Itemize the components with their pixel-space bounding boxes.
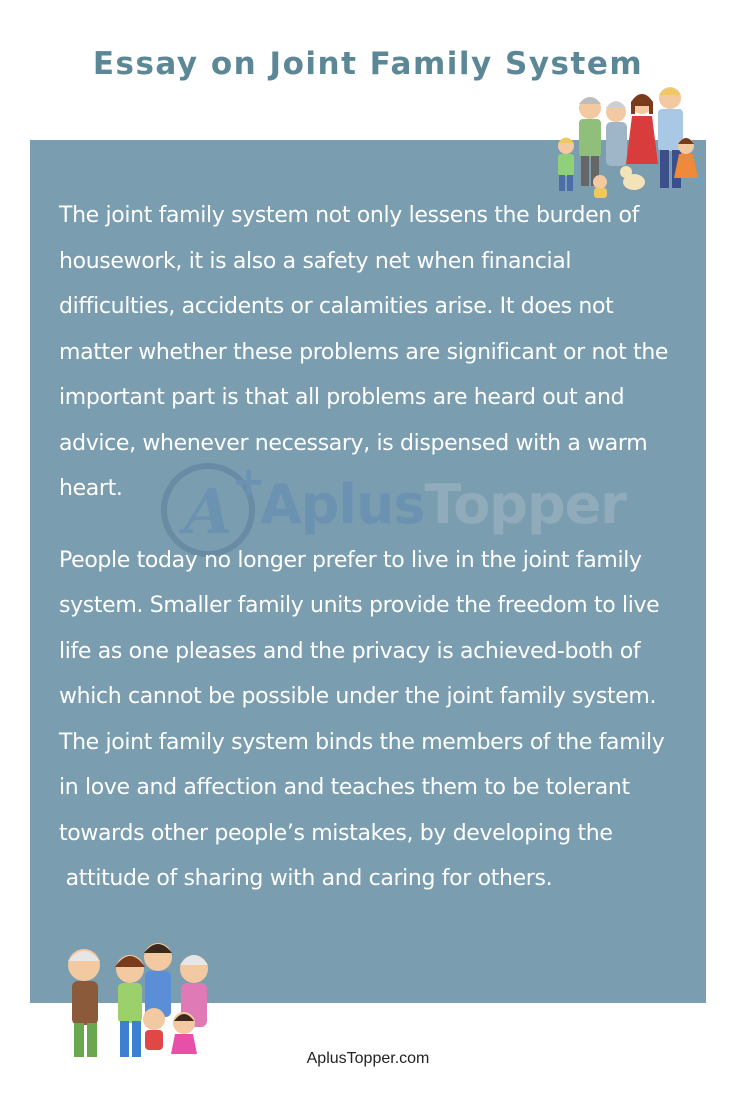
- family-illustration-top: [548, 86, 708, 201]
- essay-line: towards other people’s mistakes, by developing the: [59, 820, 613, 846]
- paragraph-1: [59, 193, 699, 512]
- essay-line: system. Smaller family units provide the freedom to live: [59, 593, 660, 618]
- essay-line: The joint family system not only lessens the burden of: [59, 203, 640, 228]
- essay-line: housework, it is also a safety net when financial: [59, 248, 572, 274]
- family-illustration-bottom: [44, 935, 224, 1065]
- logo-letter: A: [184, 475, 233, 548]
- site-footer-link[interactable]: AplusTopper.com: [306, 1050, 430, 1067]
- essay-line: important part is that all problems are heard out and: [59, 385, 625, 410]
- watermark-brand-topper: Topper: [424, 473, 626, 536]
- page-title: Essay on Joint Family System: [92, 46, 644, 82]
- essay-line: People today no longer prefer to live in the joint family: [59, 547, 642, 573]
- paragraph-2: [59, 538, 699, 902]
- logo-plus: +: [232, 459, 266, 505]
- essay-body: [59, 193, 699, 902]
- essay-line: matter whether these problems are significant or not the: [59, 339, 669, 365]
- essay-line: The joint family system binds the members of the family: [59, 729, 665, 755]
- essay-line: difficulties, accidents or calamities arise. It does not: [59, 294, 614, 319]
- watermark-brand-aplus: Aplus: [260, 473, 425, 536]
- essay-line: heart.: [59, 476, 123, 501]
- essay-line: advice, whenever necessary, is dispensed with a warm: [59, 430, 648, 456]
- essay-line: attitude of sharing with and caring for others.: [59, 866, 553, 891]
- essay-line: life as one pleases and the privacy is achieved-both of: [59, 638, 641, 664]
- essay-line: which cannot be possible under the joint family system.: [59, 684, 657, 709]
- essay-line: in love and affection and teaches them to be tolerant: [59, 775, 630, 800]
